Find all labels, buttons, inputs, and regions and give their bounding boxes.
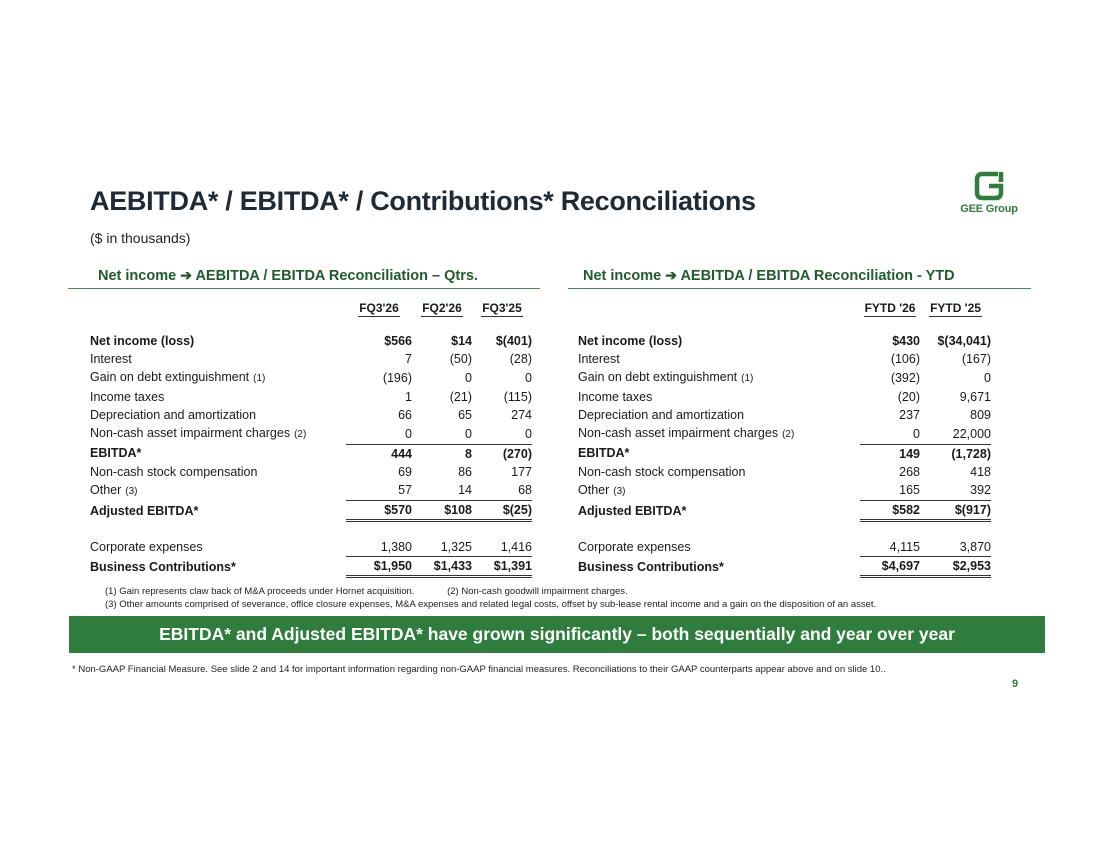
row-label-text: Depreciation and amortization [578,408,745,422]
row-label [578,557,860,577]
column-header-label: FYTD '26 [864,301,916,315]
row-label-text: Net income (loss) [578,334,683,348]
value-cell: 0 [525,371,532,385]
value-cell: 86 [458,464,472,479]
value-cell: $(34,041) [937,334,991,348]
highlight-banner: EBITDA* and Adjusted EBITDA* have grown significantly – both sequentially and year over year [69,616,1045,653]
value-cell: $14 [451,334,472,348]
row-label-text: Interest [90,352,132,366]
spacer [90,521,532,539]
row-label-text: Non-cash stock compensation [578,464,746,479]
value-cell: (20) [897,390,920,404]
table-row [578,350,991,368]
row-label-text: Depreciation and amortization [90,408,257,422]
value-cell: (167) [961,352,991,366]
value-cell: 444 [346,444,412,463]
table-row [578,332,991,350]
header-row [578,300,991,320]
heading-prefix: Net income [583,268,662,284]
table-row [90,538,532,557]
quarterly-reconciliation-table [90,300,532,578]
row-label [578,481,860,501]
row-label-text: Income taxes [90,390,165,404]
value-cell: $570 [346,501,412,521]
row-label [90,424,346,444]
units-subtitle: ($ in thousands) [90,230,191,246]
footnote-marker: (3) [125,485,138,497]
spacer [90,320,532,332]
row-label-text: Corporate expenses [578,540,691,555]
row-label-text: Non-cash asset impairment charges [578,426,779,440]
row-label [578,350,860,368]
value-cell: 8 [412,444,472,463]
value-cell: 3,870 [959,540,991,554]
table-row [90,368,532,388]
value-cell: 9,671 [959,390,991,404]
row-label-text: Gain on debt extinguishment [578,370,738,384]
row-label-text: Adjusted EBITDA* [90,503,199,518]
row-label [90,444,346,463]
value-cell: (196) [382,371,412,385]
column-header [920,300,991,320]
value-cell: (50) [449,352,472,366]
value-cell: $(917) [920,501,991,521]
footnote-2: (2) Non-cash goodwill impairment charges. [447,586,628,597]
value-cell: 66 [398,408,412,422]
row-label [578,388,860,406]
table-row [578,368,991,388]
page-title: AEBITDA* / EBITDA* / Contributions* Reconciliations [90,186,756,216]
footnote-marker: (2) [782,429,795,440]
heading-suffix: AEBITDA / EBITDA Reconciliation - YTD [680,268,955,284]
value-cell: $(401) [495,334,532,348]
table-row [90,424,532,444]
footnote-marker: (1) [253,373,266,384]
value-cell: 1,416 [500,540,532,554]
ytd-reconciliation-table [578,300,991,578]
column-header-label: FYTD '25 [930,301,981,315]
value-cell: 165 [899,483,920,498]
table-row [90,406,532,424]
value-cell: $2,953 [920,557,991,577]
header-blank [90,300,346,320]
row-label-text: Corporate expenses [90,540,203,555]
row-label-text: EBITDA* [90,446,142,461]
table-row [578,463,991,481]
value-cell: 0 [984,371,991,385]
footnote-marker: (1) [741,373,754,384]
row-label-text: Net income (loss) [90,334,195,348]
value-cell: 1 [405,390,412,404]
row-label [578,501,860,521]
quarterly-heading-rule [68,288,540,289]
table-row [578,538,991,557]
value-cell: 22,000 [952,426,991,441]
row-label [90,368,346,388]
value-cell: (28) [509,352,532,366]
value-cell: 69 [398,464,412,479]
column-header [472,300,532,320]
value-cell: 274 [511,408,532,422]
value-cell: $430 [892,334,920,348]
header-row [90,300,532,320]
heading-prefix: Net income [98,268,177,284]
table-row [578,406,991,424]
footnote-marker: (2) [294,429,307,440]
row-label-text: Interest [578,352,620,366]
row-label [578,406,860,424]
value-cell: 268 [899,464,920,479]
table-row [578,388,991,406]
company-logo [954,170,1024,215]
value-cell: 809 [970,408,991,422]
right-arrow-icon: ➔ [665,267,677,283]
table-row [90,388,532,406]
row-label [578,463,860,481]
row-label-text: Other [578,482,610,497]
page-number: 9 [1012,678,1019,690]
value-cell: 57 [398,483,412,498]
row-label [578,538,860,557]
footnote-marker: (3) [613,485,626,497]
value-cell: 7 [405,352,412,366]
table-row [578,424,991,444]
right-arrow-icon: ➔ [180,267,192,283]
footnotes [105,585,876,611]
row-label [90,501,346,521]
value-cell: (106) [890,352,920,366]
gee-group-logo-icon [974,170,1004,202]
row-label [578,424,860,444]
value-cell: 237 [899,408,920,422]
value-cell: 4,115 [889,540,920,554]
value-cell: $4,697 [860,557,920,577]
value-cell: 68 [518,483,532,498]
row-label-text: Non-cash stock compensation [90,464,258,479]
value-cell: 177 [511,464,532,479]
footnote-3: (3) Other amounts comprised of severance, office closure expenses, M&A expenses and related legal costs, offset by sub-lease rental income and a gain on the disposition of an asset. [105,599,877,610]
value-cell: 392 [970,483,991,498]
row-label [578,368,860,388]
table-row [90,481,532,501]
table-row [90,463,532,481]
value-cell: (115) [503,390,532,404]
column-header-label: FQ3'26 [359,301,399,315]
table-row [578,444,991,463]
column-header-label: FQ2'26 [422,301,462,315]
value-cell: $108 [412,501,472,521]
footnote-1: (1) Gain represents claw back of M&A proceeds under Hornet acquisition. [105,586,415,597]
value-cell: $1,391 [472,557,532,577]
row-label-text: Non-cash asset impairment charges [90,426,291,440]
row-label [90,406,346,424]
row-label-text: EBITDA* [578,446,630,461]
row-label-text: Gain on debt extinguishment [90,370,250,384]
value-cell: (270) [472,444,532,463]
table-row [90,444,532,463]
table-row [90,332,532,350]
table-row [90,350,532,368]
table-row [90,557,532,577]
row-label [90,388,346,406]
row-label [90,350,346,368]
logo-text: GEE Group [960,203,1018,215]
row-label-text: Adjusted EBITDA* [578,503,687,518]
value-cell: (21) [449,390,472,404]
column-header [860,300,920,320]
non-gaap-disclaimer: * Non-GAAP Financial Measure. See slide 2 and 14 for important information regarding non-GAAP financial measures. Reconciliations to their GAAP counterparts appear above and on slide 10.. [72,664,886,675]
row-label [578,332,860,350]
value-cell: $566 [384,334,412,348]
header-blank [578,300,860,320]
row-label-text: Business Contributions* [578,559,724,574]
row-label-text: Income taxes [578,390,653,404]
value-cell: (1,728) [920,444,991,463]
row-label [90,481,346,501]
row-label [90,538,346,557]
row-label [90,463,346,481]
value-cell: 0 [465,371,472,385]
heading-suffix: AEBITDA / EBITDA Reconciliation – Qtrs. [195,268,478,284]
spacer [578,320,991,332]
row-label [90,557,346,577]
value-cell: $1,433 [412,557,472,577]
value-cell: $1,950 [346,557,412,577]
ytd-heading-rule [568,288,1031,289]
column-header-label: FQ3'25 [482,301,522,315]
value-cell: 149 [860,444,920,463]
value-cell: 418 [970,464,991,479]
value-cell: 1,380 [380,540,412,554]
table-row [578,501,991,521]
value-cell: (392) [890,371,920,385]
row-label [90,332,346,350]
row-label [578,444,860,463]
row-label-text: Other [90,482,122,497]
value-cell: 14 [458,483,472,498]
spacer [578,521,991,539]
value-cell: $582 [860,501,920,521]
value-cell: 1,325 [440,540,472,554]
quarterly-section-heading [98,267,478,284]
value-cell: 0 [405,426,412,441]
table-row [578,481,991,501]
table-row [578,557,991,577]
value-cell: 0 [525,426,532,441]
value-cell: $(25) [472,501,532,521]
row-label-text: Business Contributions* [90,559,236,574]
value-cell: 65 [458,408,472,422]
value-cell: 0 [465,426,472,441]
column-header [346,300,412,320]
table-row [90,501,532,521]
value-cell: 0 [913,426,920,441]
column-header [412,300,472,320]
ytd-section-heading [583,267,955,284]
